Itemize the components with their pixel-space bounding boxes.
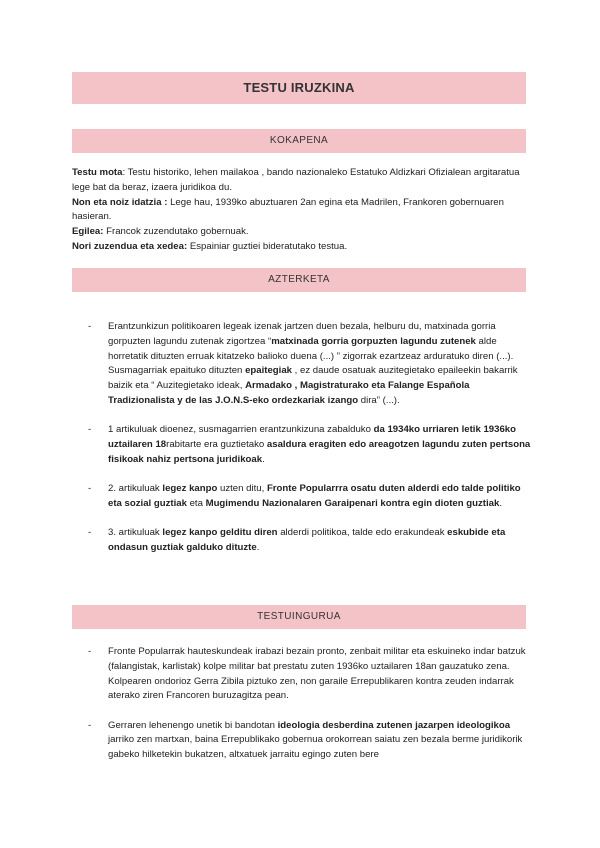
info-text: Francok zuzendutako gobernuak. [103,226,249,238]
bold-text: legez kanpo gelditu diren [162,527,278,539]
bold-text: Armadako , Magistraturako eta Falange Española Tradizionalista y de las J.O.N.S-eko ordezkariak izango [108,380,470,406]
text-run: 1 artikuluak dioenez, susmagarrien erantzunkizuna zabalduko [108,424,374,436]
info-text: : Testu historiko, lehen mailakoa , bando nazionaleko Estatuko Aldizkari Ofizialean argitaratua lege bat da beraz, izaera juridikoa du. [72,167,520,193]
list-item [72,482,532,512]
text-run: . [262,453,265,465]
bullet-dash: - [88,321,92,332]
bold-text: Mugimendu Nazionalaren Garaipenari kontra egin dioten guztiak [205,497,500,509]
bullet-dash: - [88,527,92,539]
info-label: Egilea: [72,226,104,238]
info-line [72,225,532,240]
text-run: jarriko zen martxan, baina Errepublikako gobernua orokorrean saiatu zen bezala berme juridikorik gabeko hilketekin bukatzen, altxatuek jarraitu egingo zuten bere [108,734,523,761]
text-run: , ez daude osatuak auzitegietako epaileekin bakarrik baizik eta “ Auzitegietako ideak, [108,365,518,392]
text-run: Gerraren lehenengo unetik bi bandotan [108,719,278,731]
info-block [72,166,532,255]
document-title: TESTU IRUZKINA [72,72,526,104]
text-run: uzten ditu, [217,483,267,495]
bullet-dash: - [88,646,92,657]
text-run: 3. artikuluak [108,527,163,539]
bold-text: asaldura eragiten edo areagotzen lagundu zuten pertsona fisikoak nahiz pertsona juridikoak [108,439,531,465]
info-line [72,196,532,226]
bullet-dash: - [88,719,92,731]
info-label: Nori zuzendua eta xedea: [72,240,188,252]
bullet-dash: - [88,424,92,436]
info-line [72,166,532,196]
bold-text: epaitegiak [245,365,292,377]
text-run: Fronte Popularrak hauteskundeak irabazi bezain pronto, zenbait militar eta eskuineko indar batzuk (falangistak, karlistak) kolpe militar bat prestatu zuten 1936ko uztailaren 18an gauzatuko zena. Kolpearen ondorioz Gerra Zibila piztuko zen, non garaile Errepublikaren kontra zeuden indarrak aterako ziren Francoren buruzagitza pean. [108,646,526,702]
list-item [72,526,532,556]
section-heading-testuingurua: TESTUINGURUA [72,605,526,629]
list-item [72,719,532,763]
info-text: Espainiar guztiei bideratutako testua. [187,240,348,252]
section-heading-azterketa: AZTERKETA [72,268,526,292]
list-item [72,423,532,467]
text-run: dira” (...). [358,394,400,406]
context-list [72,645,532,778]
text-run: 2. artikuluak [108,483,163,495]
info-text: Lege hau, 1939ko abuztuaren 2an egina eta Madrilen, Frankoren gobernuaren hasieran. [72,196,504,223]
info-line [72,240,532,255]
bold-text: eskubide eta ondasun guztiak galduko dituzte [108,527,506,554]
info-label: Non eta noiz idatzia : [72,196,168,208]
text-run: alderdi politikoa, talde edo erakundeak [277,527,448,539]
list-item [72,645,532,704]
bold-text: da 1934ko urriaren letik 1936ko uztailaren 18 [108,424,516,451]
info-label: Testu mota [72,167,123,178]
bullet-dash: - [88,483,92,495]
bold-text: matxinada gorria gorpuzten lagundu zutenek [271,335,476,347]
text-run: Erantzunkizun politikoaren legeak izenak jartzen duen bezala, helburu du, matxinada gorria gorpuzten lagundu zutenak zigortzea “ [108,321,496,347]
bold-text: legez kanpo [162,483,218,495]
text-run: alde horretatik dituzten erruak kitatzeko balioko duena (...) ” zigorrak ezartzeaz arduratuko diren (...). Susmagarriak epaituko dituzten [108,335,514,377]
list-item [72,320,532,409]
analysis-list [72,320,532,570]
bold-text: ideologia desberdina zutenen jazarpen ideologikoa [277,719,511,731]
section-heading-kokapena: KOKAPENA [72,129,526,153]
text-run: eta [186,497,206,509]
text-run: . [256,542,260,554]
text-run: . [499,497,502,509]
text-run: rabitarte era guztietako [166,439,267,451]
bold-text: Fronte Popularrra osatu duten alderdi edo talde politiko eta sozial guztiak [108,483,521,509]
